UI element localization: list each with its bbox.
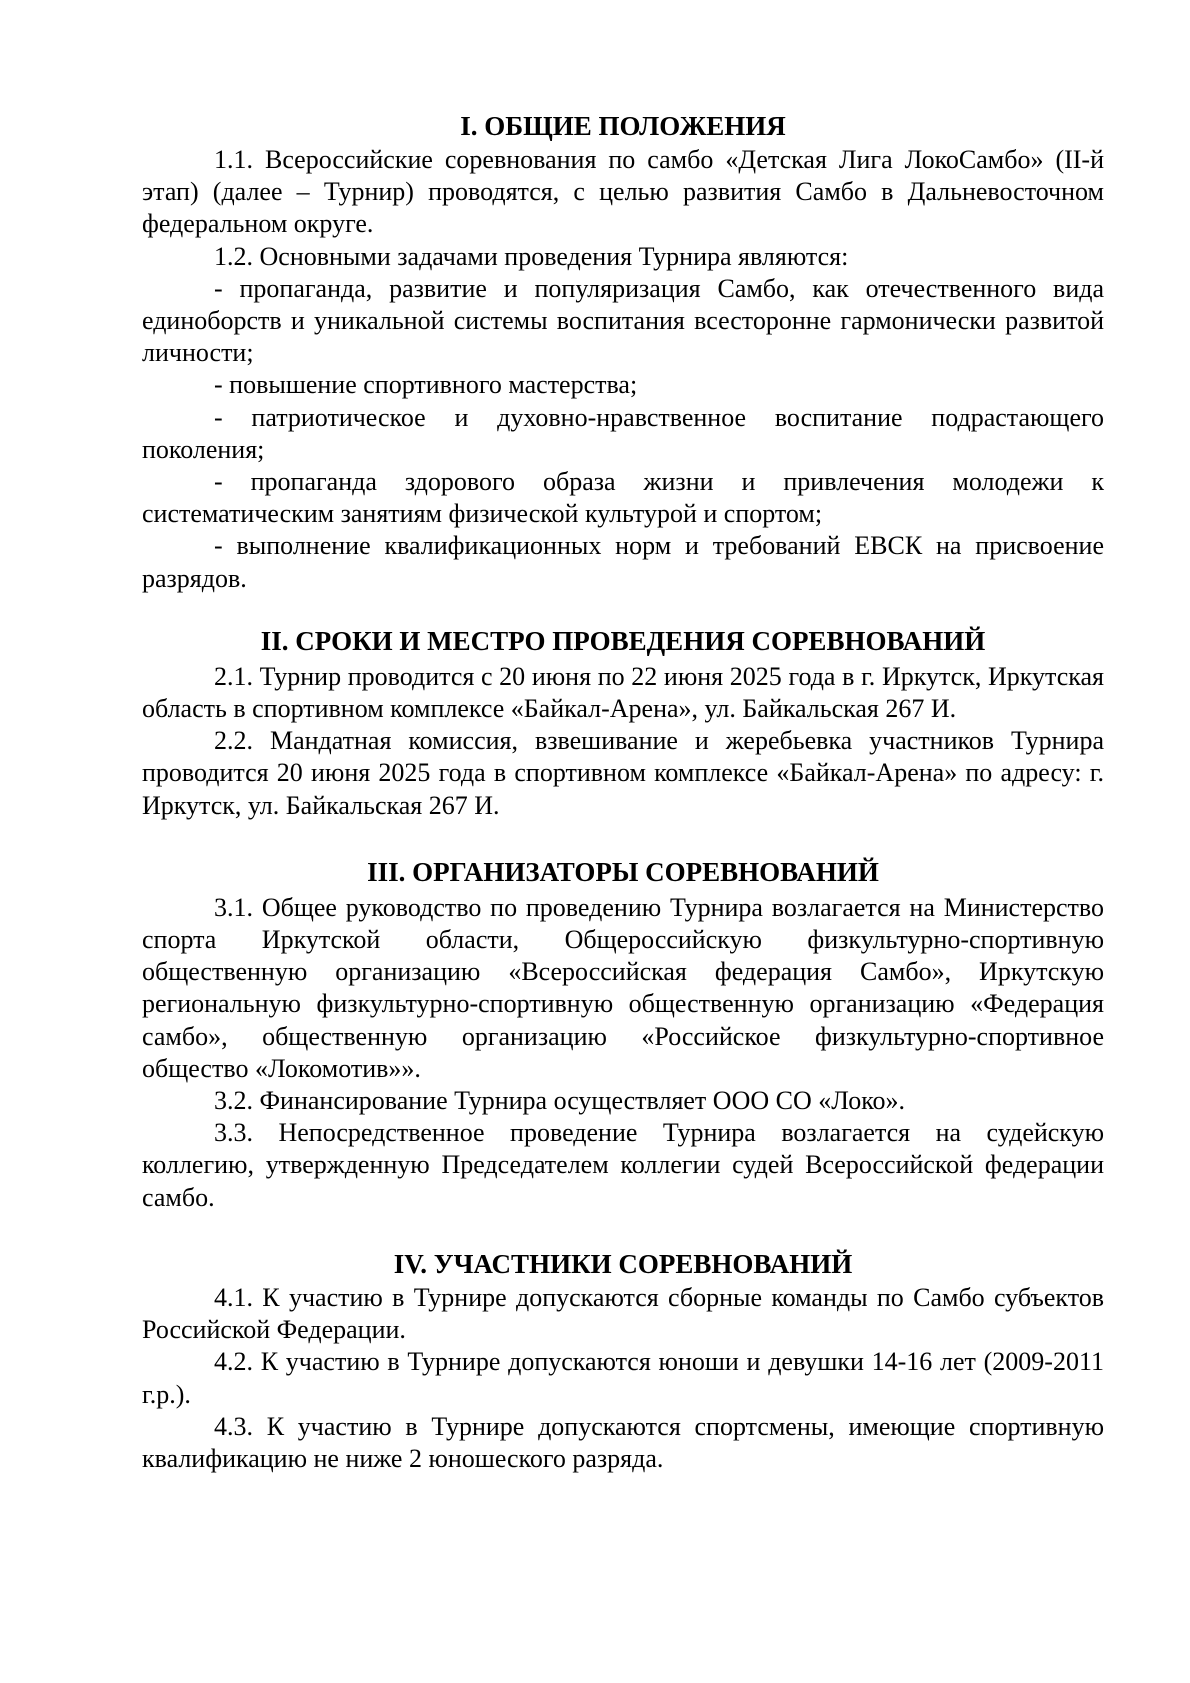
- list-item-qualification: - выполнение квалификационных норм и требований ЕВСК на присвоение разрядов.: [142, 531, 1104, 593]
- paragraph-4-1: 4.1. К участию в Турнире допускаются сборные команды по Самбо субъектов Российской Федерации.: [142, 1282, 1104, 1345]
- paragraph-3-2: 3.2. Финансирование Турнира осуществляет ООО СО «Локо».: [214, 1086, 906, 1116]
- document-page: [142, 110, 1104, 1475]
- paragraph-2-1: 2.1. Турнир проводится с 20 июня по 22 июня 2025 года в г. Иркутск, Иркутская область в спортивном комплексе «Байкал-Арена», ул. Байкальская 267 И.: [142, 661, 1104, 724]
- list-item-skill: - повышение спортивного мастерства;: [214, 370, 638, 400]
- paragraph-1-2: 1.2. Основными задачами проведения Турнира являются:: [214, 241, 849, 271]
- section-title-general-provisions: I. ОБЩИЕ ПОЛОЖЕНИЯ: [460, 111, 786, 141]
- paragraph-4-3: 4.3. К участию в Турнире допускаются спортсмены, имеющие спортивную квалификацию не ниже 2 юношеского разряда.: [142, 1411, 1104, 1473]
- list-item-healthy-lifestyle: - пропаганда здорового образа жизни и привлечения молодежи к систематическим занятиям физической культурой и спортом;: [142, 467, 1104, 529]
- paragraph-2-2: 2.2. Мандатная комиссия, взвешивание и жеребьевка участников Турнира проводится 20 июня 2025 года в спортивном комплексе «Байкал-Арена» по адресу: г. Иркутск, ул. Байкальская 267 И.: [142, 726, 1104, 820]
- paragraph-1-1: 1.1. Всероссийские соревнования по самбо «Детская Лига ЛокоСамбо» (II-й этап) (далее – Турнир) проводятся, с целью развития Самбо в Дальневосточном федеральном округе.: [142, 145, 1104, 239]
- section-title-organizers: III. ОРГАНИЗАТОРЫ СОРЕВНОВАНИЙ: [367, 856, 879, 887]
- list-item-patriotic: - патриотическое и духовно-нравственное воспитание подрастающего поколения;: [142, 402, 1104, 464]
- section-title-dates-and-place: II. СРОКИ И МЕСТРО ПРОВЕДЕНИЯ СОРЕВНОВАНИЙ: [260, 625, 986, 656]
- paragraph-3-3: 3.3. Непосредственное проведение Турнира возлагается на судейскую коллегию, утвержденную Председателем коллегии судей Всероссийской федерации самбо.: [142, 1118, 1104, 1212]
- section-title-participants: IV. УЧАСТНИКИ СОРЕВНОВАНИЙ: [393, 1248, 853, 1279]
- list-item-propaganda: - пропаганда, развитие и популяризация Самбо, как отечественного вида единоборств и уникальной системы воспитания всесторонне гармонически развитой личности;: [142, 273, 1104, 368]
- paragraph-4-2: 4.2. К участию в Турнире допускаются юноши и девушки 14-16 лет (2009-2011 г.р.).: [142, 1347, 1104, 1409]
- paragraph-3-1: 3.1. Общее руководство по проведению Турнира возлагается на Министерство спорта Иркутской области, Общероссийскую физкультурно-спортивную общественную организацию «Всероссийская федерация Самбо», Иркутскую региональную физкультурно-спортивную общественную организацию «Федерация самбо», общественную организацию «Российское физкультурно-спортивное общество «Локомотив»».: [142, 892, 1104, 1083]
